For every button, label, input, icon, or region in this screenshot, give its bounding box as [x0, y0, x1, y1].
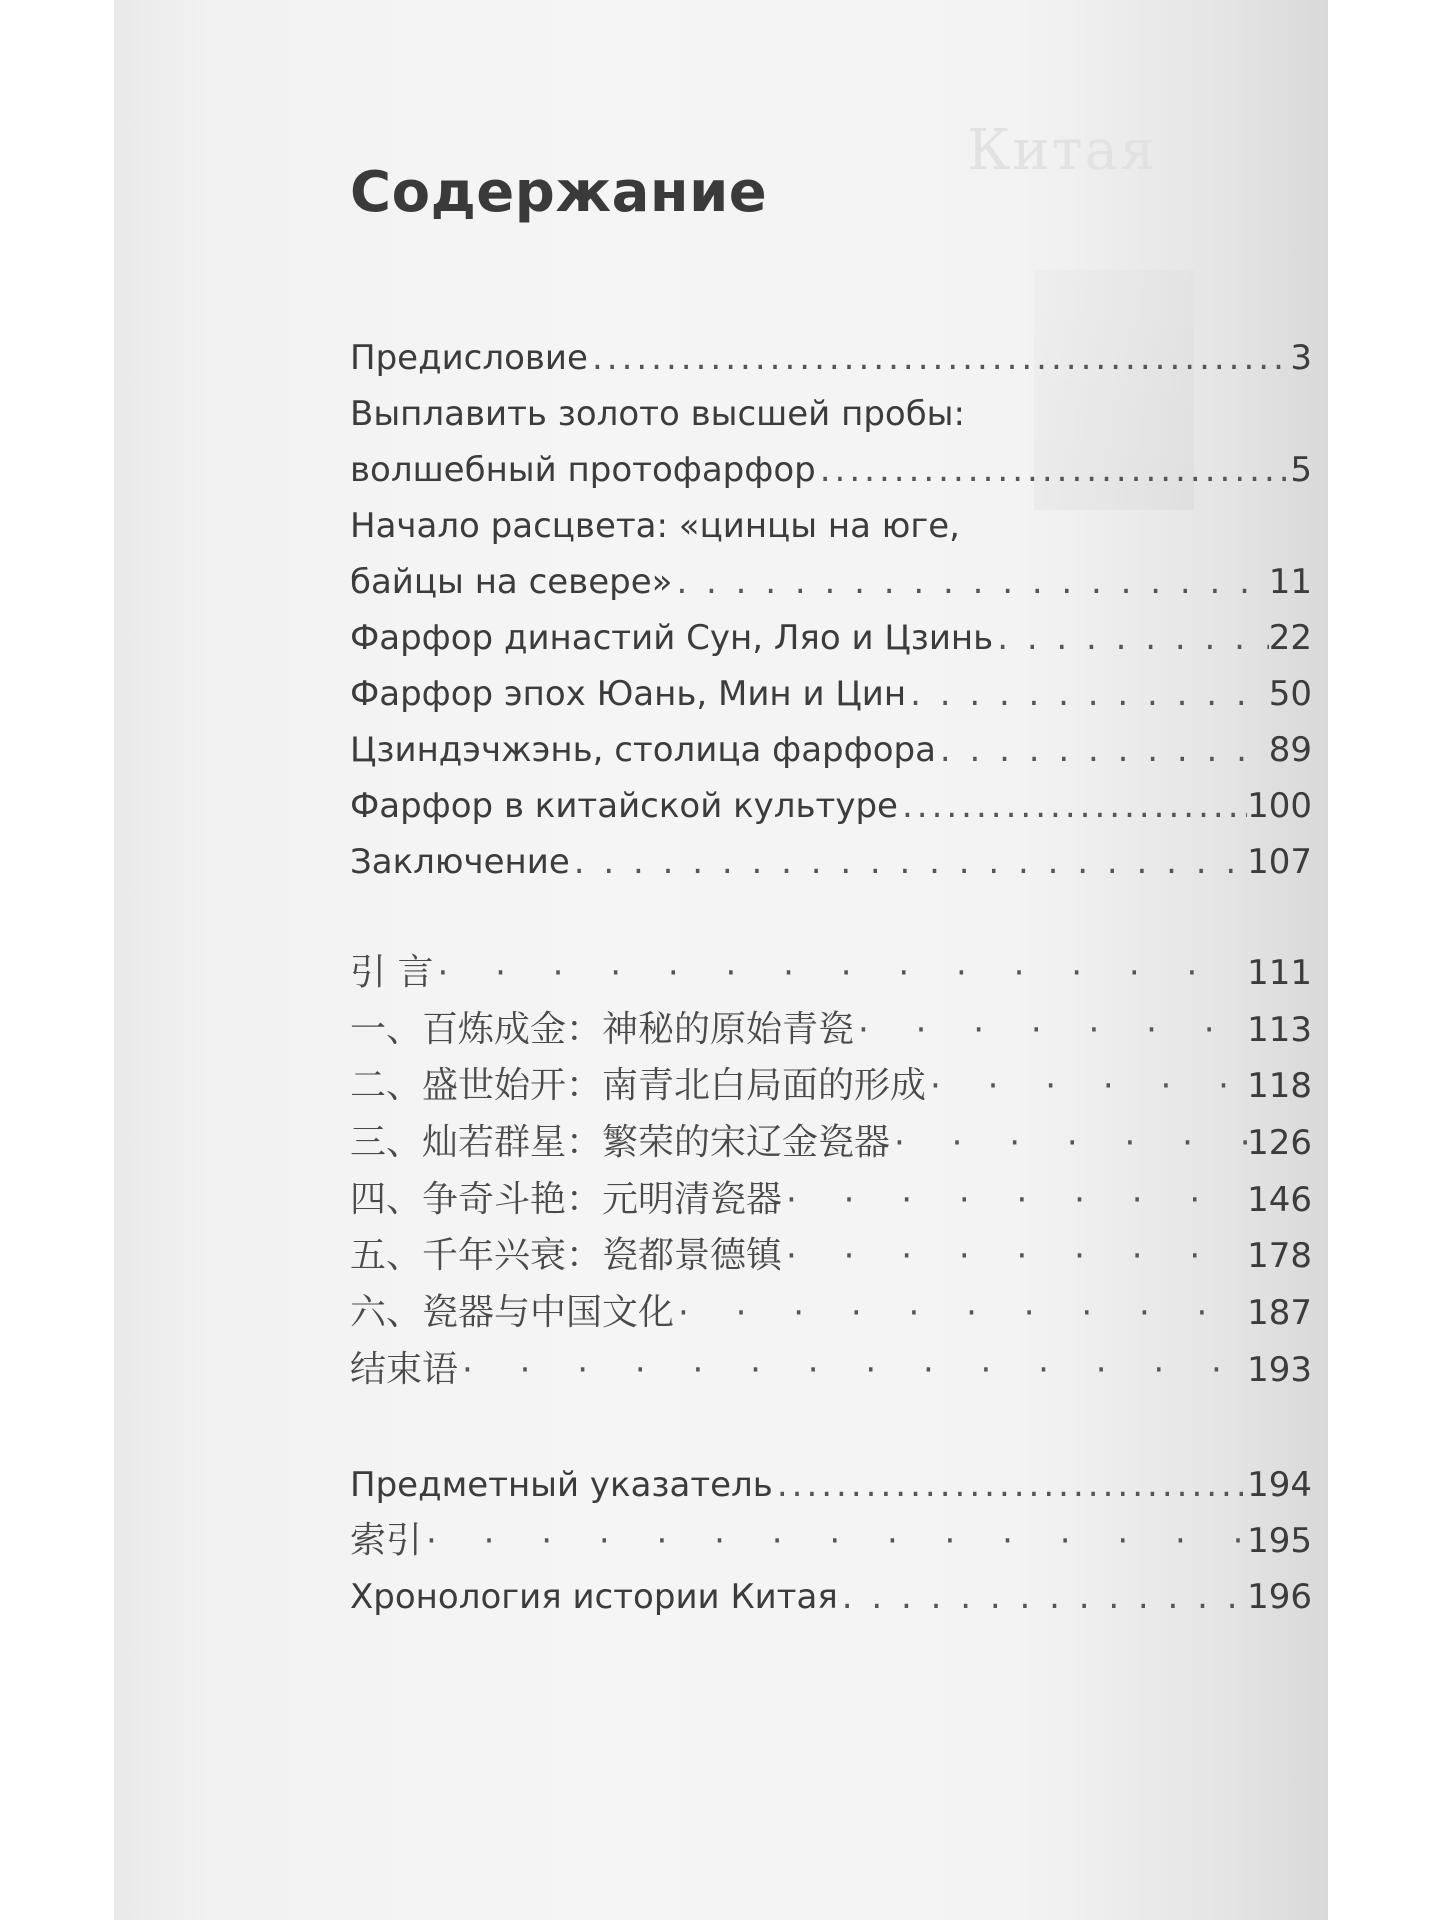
toc-entry-page: 5: [1290, 450, 1312, 490]
toc-entry-title: байцы на севере»: [350, 562, 673, 602]
dot-leader: [993, 610, 1269, 666]
toc-entry-title: 五、千年兴衰：瓷都景德镇: [350, 1235, 783, 1277]
toc-entry[interactable]: [350, 498, 1312, 610]
toc-entry[interactable]: [350, 1002, 1312, 1059]
toc-entry-page: 50: [1268, 674, 1312, 714]
toc-entry-title: волшебный протофарфор: [350, 450, 816, 490]
toc-entry-page: 126: [1247, 1123, 1312, 1164]
dot-leader: [588, 330, 1290, 386]
toc-entry[interactable]: [350, 1058, 1312, 1115]
toc-entry-title: 三、灿若群星：繁荣的宋辽金瓷器: [350, 1122, 891, 1164]
toc-entry-page: 195: [1247, 1521, 1312, 1561]
toc-entry-page: 89: [1268, 730, 1312, 770]
toc-entry-title: 索引: [350, 1520, 423, 1561]
toc-entry-page: 111: [1247, 953, 1312, 993]
toc-entry[interactable]: [350, 386, 1312, 498]
dot-leader: [672, 554, 1268, 610]
toc-entry-title-line1: Начало расцвета: «цинцы на юге,: [350, 506, 960, 546]
toc-entry-page: 146: [1247, 1179, 1312, 1220]
toc-entry-page: 11: [1268, 562, 1312, 602]
toc-entry[interactable]: [350, 1513, 1312, 1569]
toc-entry-title: Цзиндэчжэнь, столица фарфора: [350, 730, 936, 770]
dot-leader: [898, 778, 1247, 834]
toc-entry-title: 一、百炼成金：神秘的原始青瓷: [350, 1008, 855, 1050]
book-page: [114, 0, 1328, 1920]
toc-entry-title-line1: Выплавить золото высшей пробы:: [350, 394, 965, 434]
dot-leader: [433, 945, 1247, 1002]
toc-entry-title: Заключение: [350, 842, 570, 882]
toc-entry[interactable]: [350, 1569, 1312, 1625]
page-title: Содержание: [350, 160, 768, 225]
dot-leader: [782, 1172, 1247, 1229]
toc-entry-title: Фарфор династий Сун, Ляо и Цзинь: [350, 618, 994, 658]
dot-leader: [674, 1285, 1247, 1342]
toc-entry-title: Предисловие: [350, 338, 588, 378]
dot-leader: [906, 666, 1269, 722]
toc-entry-page: 118: [1247, 1066, 1312, 1107]
toc-entry[interactable]: [350, 1228, 1312, 1285]
toc-entry-page: 3: [1290, 338, 1312, 378]
toc-entry-title: Фарфор в китайской культуре: [350, 786, 898, 826]
toc-entry[interactable]: [350, 1342, 1312, 1399]
dot-leader: [570, 834, 1247, 890]
toc-entry-page: 196: [1247, 1577, 1312, 1617]
toc-entry-title: Фарфор эпох Юань, Мин и Цин: [350, 674, 907, 714]
toc-entry-page: 22: [1268, 618, 1312, 658]
dot-leader: [773, 1457, 1247, 1513]
toc-entry[interactable]: [350, 330, 1312, 386]
toc-entry-page: 178: [1247, 1236, 1312, 1277]
toc-entry-page: 113: [1247, 1009, 1312, 1050]
toc-entry[interactable]: [350, 1285, 1312, 1342]
dot-leader: [854, 1002, 1247, 1059]
toc-entry[interactable]: [350, 945, 1312, 1002]
dot-leader: [422, 1513, 1247, 1569]
dot-leader: [926, 1058, 1247, 1115]
dot-leader: [890, 1115, 1247, 1172]
toc-entry-title: Предметный указатель: [350, 1465, 773, 1505]
toc-entry[interactable]: [350, 722, 1312, 778]
toc-section-russian: [350, 330, 1312, 890]
toc-entry[interactable]: [350, 666, 1312, 722]
dot-leader: [838, 1569, 1247, 1625]
toc-entry-page: 194: [1247, 1465, 1312, 1505]
toc-entry-title: 引 言: [350, 952, 434, 993]
toc-entry-title: 二、盛世始开：南青北白局面的形成: [350, 1065, 927, 1107]
toc-entry[interactable]: [350, 1172, 1312, 1229]
toc-entry[interactable]: [350, 610, 1312, 666]
toc-section-chinese: [350, 945, 1312, 1399]
toc-entry-page: 187: [1247, 1293, 1312, 1334]
toc-entry[interactable]: [350, 1457, 1312, 1513]
bleed-through-text: Китая: [967, 118, 1158, 183]
toc-entry[interactable]: [350, 1115, 1312, 1172]
dot-leader: [782, 1228, 1247, 1285]
dot-leader: [936, 722, 1269, 778]
toc-entry-title: 四、争奇斗艳：元明清瓷器: [350, 1178, 783, 1220]
toc-entry-title: 结束语: [350, 1348, 459, 1390]
toc-entry-title: 六、瓷器与中国文化: [350, 1292, 675, 1334]
toc-entry[interactable]: [350, 834, 1312, 890]
dot-leader: [458, 1342, 1247, 1399]
toc-entry-page: 193: [1247, 1349, 1312, 1390]
toc-entry-title: Хронология истории Китая: [350, 1577, 838, 1617]
toc-entry[interactable]: [350, 778, 1312, 834]
toc-entry-page: 107: [1247, 842, 1312, 882]
toc-entry-page: 100: [1247, 786, 1312, 826]
dot-leader: [816, 442, 1291, 498]
toc-section-index: [350, 1457, 1312, 1625]
